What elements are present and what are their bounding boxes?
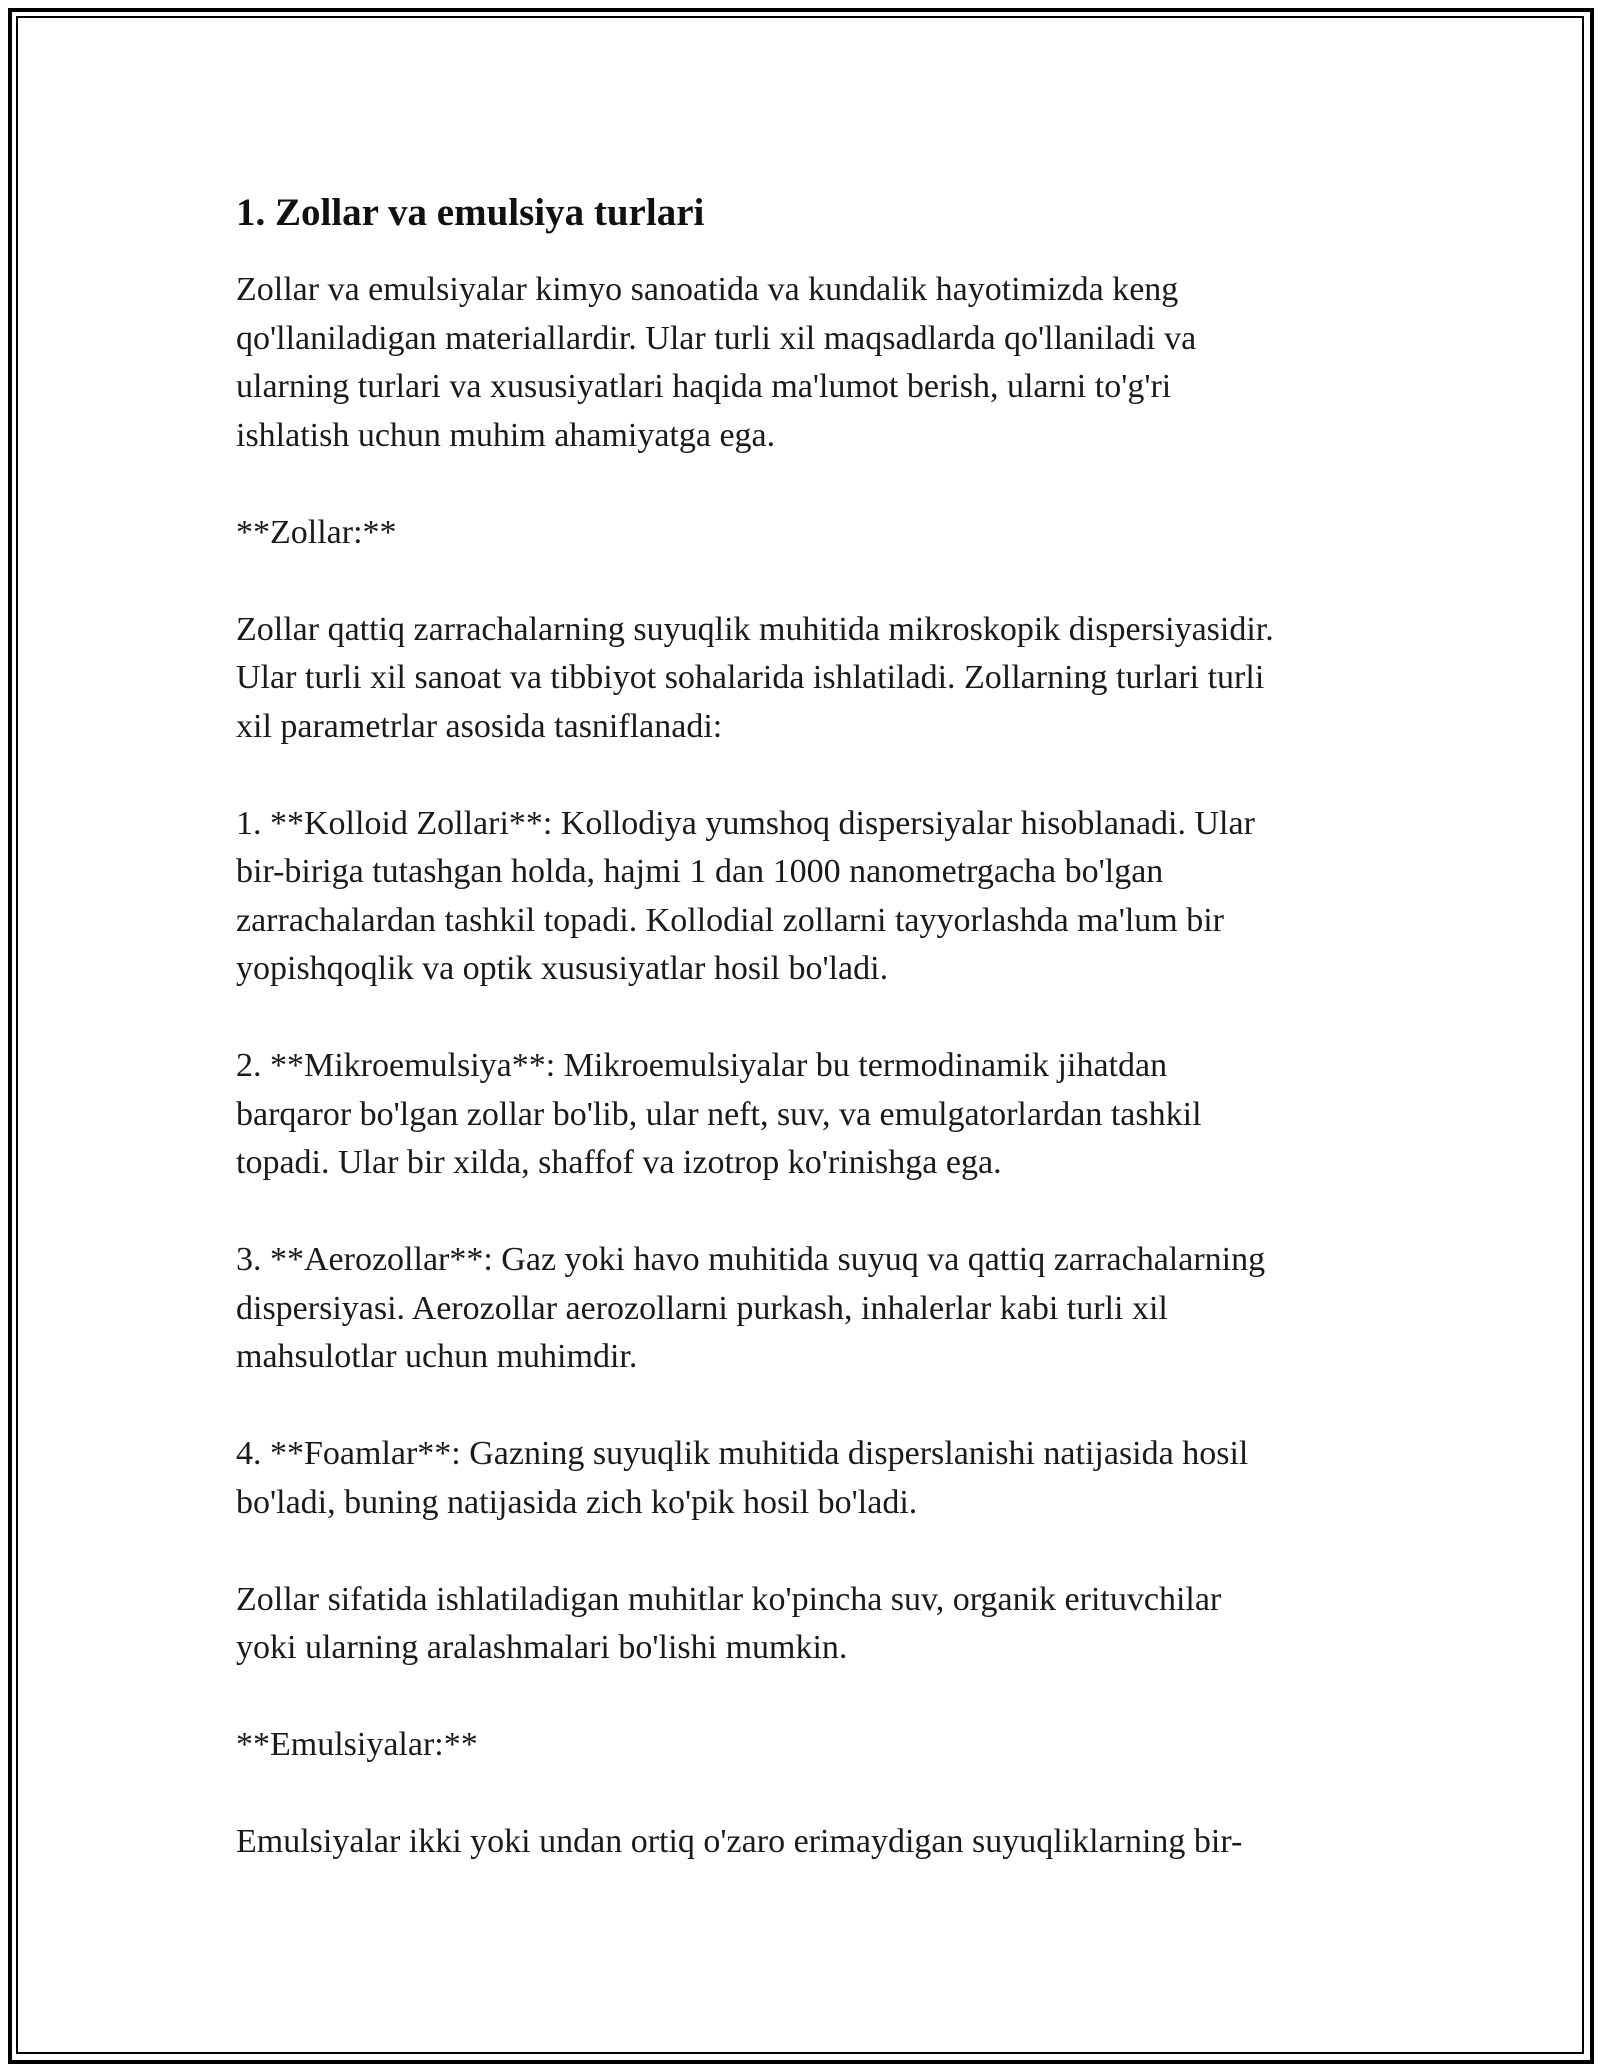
document-page <box>236 186 1416 1915</box>
list-item-foamlar: 4. **Foamlar**: Gazning suyuqlik muhitida disperslanishi natijasida hosil bo'ladi, buning natijasida zich ko'pik hosil bo'ladi. <box>236 1435 1249 1521</box>
section-heading: 1. Zollar va emulsiya turlari <box>236 191 705 234</box>
zollar-subheading: **Zollar:** <box>236 513 397 551</box>
intro-paragraph: Zollar va emulsiyalar kimyo sanoatida va kundalik hayotimizda keng qo'llaniladigan materiallardir. Ular turli xil maqsadlarda qo'llaniladi va ularning turlari va xususiyatlari haqida ma'lumot berish, ularni to'g'ri ishlatish uchun muhim ahamiyatga ega. <box>236 271 1197 454</box>
emulsiyalar-subheading: **Emulsiyalar:** <box>236 1726 478 1763</box>
zollar-media-paragraph: Zollar sifatida ishlatiladigan muhitlar ko'pincha suv, organik erituvchilar yoki ularning aralashmalari bo'lishi mumkin. <box>236 1580 1222 1666</box>
emulsiyalar-paragraph: Emulsiyalar ikki yoki undan ortiq o'zaro erimaydigan suyuqliklarning bir- <box>236 1823 1243 1860</box>
list-item-kolloid: 1. **Kolloid Zollari**: Kollodiya yumshoq dispersiyalar hisoblanadi. Ular bir-biriga tutashgan holda, hajmi 1 dan 1000 nanometrgacha bo'lgan zarrachalardan tashkil topadi. Kollodial zollarni tayyorlashda ma'lum bir yopishqoqlik va optik xususiyatlar hosil bo'ladi. <box>236 804 1255 987</box>
list-item-aerozollar: 3. **Aerozollar**: Gaz yoki havo muhitida suyuq va qattiq zarrachalarning dispersiyasi. Aerozollar aerozollarni purkash, inhalerlar kabi turli xil mahsulotlar uchun muhimdir. <box>236 1241 1266 1375</box>
zollar-definition-paragraph: Zollar qattiq zarrachalarning suyuqlik muhitida mikroskopik dispersiyasidir. Ular turli xil sanoat va tibbiyot sohalarida ishlatiladi. Zollarning turlari turli xil parametrlar asosida tasniflanadi: <box>236 610 1274 745</box>
list-item-mikroemulsiya: 2. **Mikroemulsiya**: Mikroemulsiyalar bu termodinamik jihatdan barqaror bo'lgan zollar bo'lib, ular neft, suv, va emulgatorlardan tashkil topadi. Ular bir xilda, shaffof va izotrop ko'rinishga ega. <box>236 1047 1202 1181</box>
